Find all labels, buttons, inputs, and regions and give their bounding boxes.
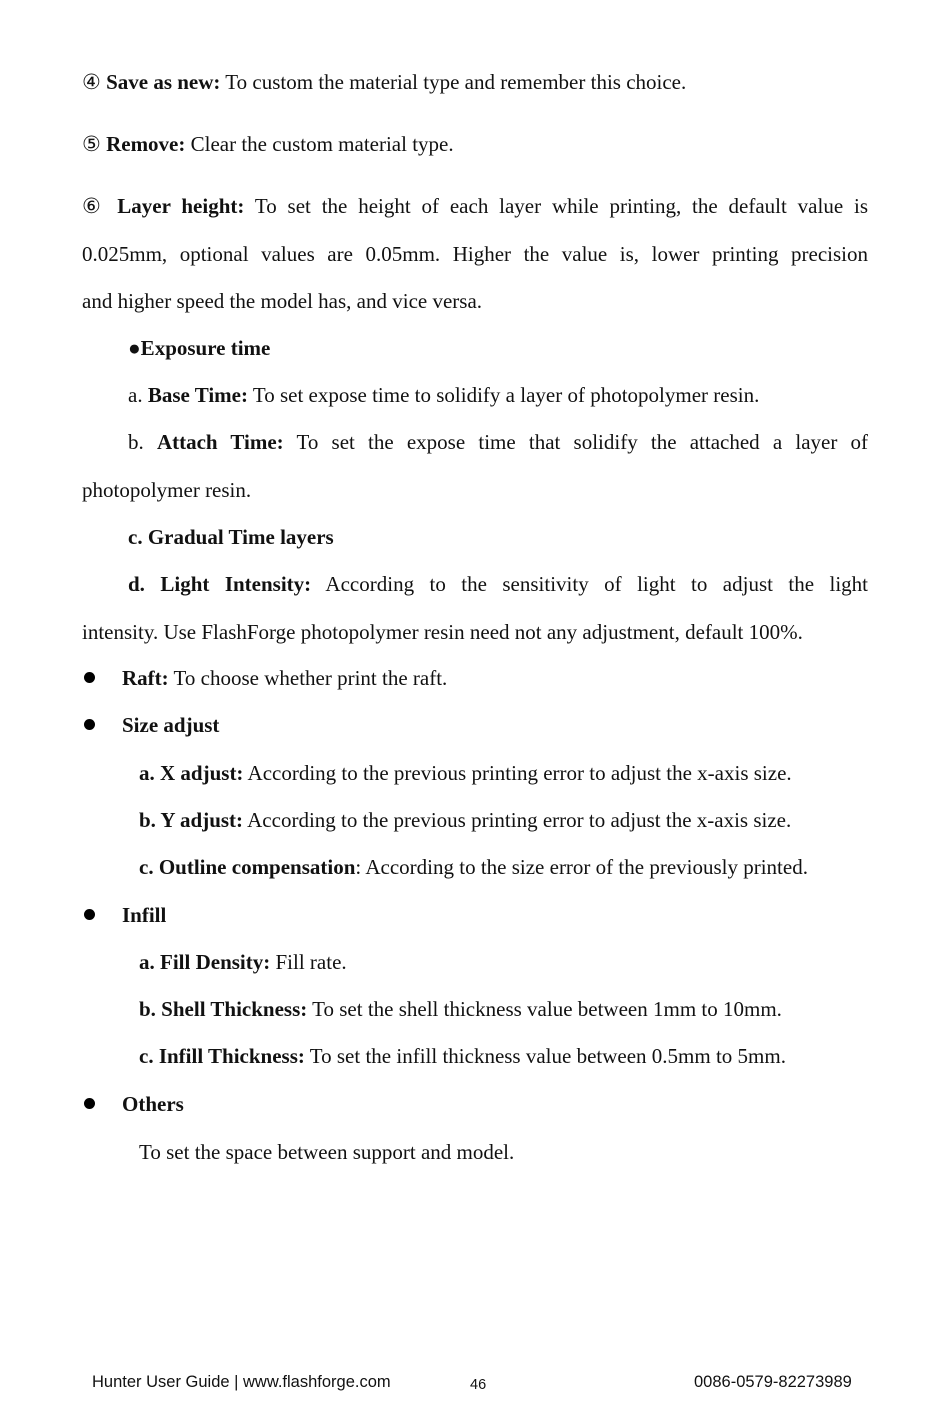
fill-density-label: a. Fill Density: [139,950,271,974]
light-intensity-text-line2: intensity. Use FlashForge photopolymer resin need not any adjustment, default 100%. [82,620,803,644]
outline-compensation-item [139,853,808,881]
attach-time-item: b. Attach Time: To set the expose time that solidify the attached a layer of [128,430,869,454]
raft-text: To choose whether print the raft. [168,666,448,690]
base-time-text: To set expose time to solidify a layer of photopolymer resin. [247,383,760,407]
layer-height-text-line3: and higher speed the model has, and vice versa. [82,289,483,313]
shell-thickness-item [139,995,782,1023]
attach-time-text-line2: photopolymer resin. [82,478,252,502]
page-number: 46 [470,1377,487,1393]
infill-thickness-label: c. Infill Thickness: [139,1044,305,1068]
fill-density-item [139,948,347,976]
remove-text: Clear the custom material type. [185,132,454,156]
light-intensity-item [128,570,868,598]
base-time-label: Base Time: [147,383,248,407]
infill-thickness-item [139,1042,786,1070]
attach-time-text: To set the expose time that solidify the attached a layer of [283,430,869,454]
circled-number-5: ⑤ [82,132,101,156]
footer-guide-title: Hunter User Guide | www.flashforge.com [92,1373,391,1391]
infill-heading: Infill [122,903,167,927]
outline-compensation-label: c. Outline compensation [139,855,356,879]
shell-thickness-text: To set the shell thickness value between 1mm to 10mm. [307,997,782,1021]
raft-label: Raft: [122,666,169,690]
bullet-icon [84,909,95,920]
layer-height-text: To set the height of each layer while printing, the default value is [244,194,868,218]
others-heading: Others [122,1092,184,1116]
exposure-heading: ●Exposure time [128,336,271,360]
y-adjust-item [139,806,791,834]
size-adjust-heading: Size adjust [122,713,220,737]
save-as-new-label: Save as new: [106,70,221,94]
item-layer-height [82,192,868,220]
item-save-as-new [82,68,686,96]
outline-compensation-text: : According to the size error of the previously printed. [355,855,808,879]
layer-height-text-line2: 0.025mm, optional values are 0.05mm. Higher the value is, lower printing precision [82,242,868,266]
item-remove [82,130,454,158]
circled-number-4: ④ [82,70,101,94]
light-intensity-label: d. Light Intensity: [128,572,312,596]
y-adjust-label: b. Y adjust: [139,808,244,832]
x-adjust-label: a. X adjust: [139,761,244,785]
light-intensity-text: According to the sensitivity of light to adjust the light [311,572,868,596]
bullet-icon [84,719,95,730]
others-text: To set the space between support and model. [139,1140,515,1164]
y-adjust-text: According to the previous printing error to adjust the x-axis size. [243,808,792,832]
remove-label: Remove: [106,132,186,156]
circled-number-6: ⑥ [82,194,107,218]
raft-item [122,664,447,692]
base-time-item: a. Base Time: To set expose time to solidify a layer of photopolymer resin. [128,383,760,407]
x-adjust-text: According to the previous printing error to adjust the x-axis size. [243,761,792,785]
save-as-new-text: To custom the material type and remember this choice. [220,70,687,94]
attach-time-label: Attach Time: [156,430,284,454]
shell-thickness-label: b. Shell Thickness: [139,997,308,1021]
x-adjust-item [139,759,792,787]
gradual-time-item: c. Gradual Time layers [128,525,334,549]
bullet-icon [84,1098,95,1109]
bullet-icon [84,672,95,683]
infill-thickness-text: To set the infill thickness value between 0.5mm to 5mm. [304,1044,786,1068]
fill-density-text: Fill rate. [270,950,347,974]
layer-height-label: Layer height: [117,194,245,218]
footer-phone: 0086-0579-82273989 [694,1373,852,1391]
